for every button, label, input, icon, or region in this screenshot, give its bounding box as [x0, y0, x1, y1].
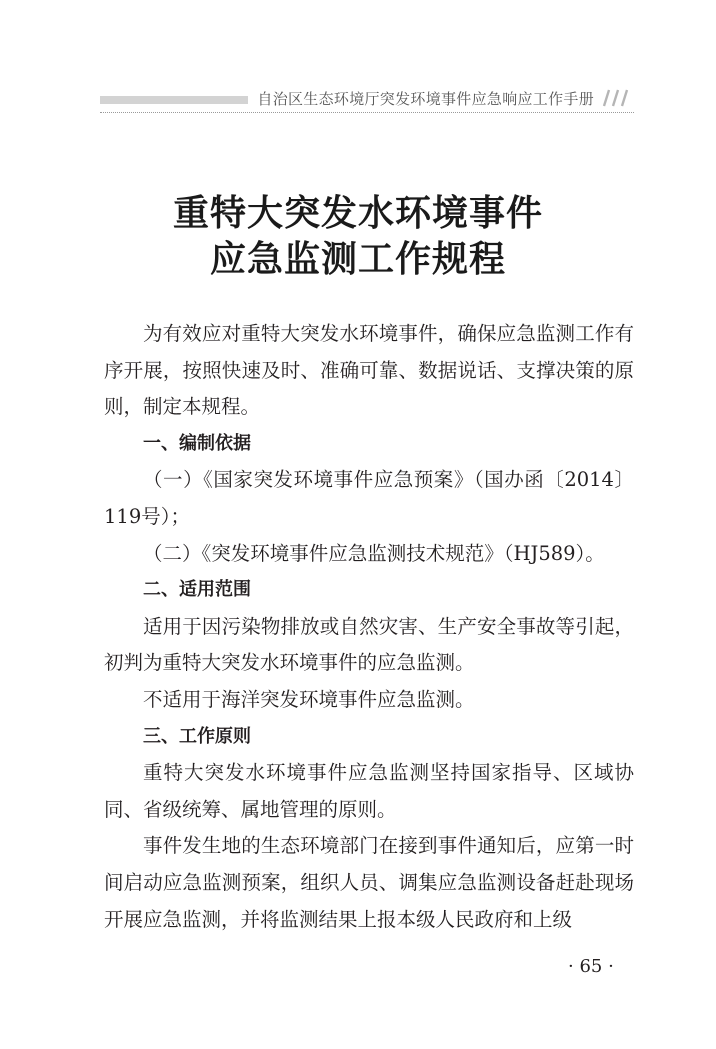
- section-heading-1: 一、编制依据: [143, 432, 251, 454]
- paragraph-principle-1: 重特大突发水环境事件应急监测坚持国家指导、区域协同、省级统筹、属地管理的原则。: [104, 761, 634, 821]
- running-header: [100, 86, 634, 114]
- header-slash-decor-icon: [598, 88, 630, 108]
- document-title-line-1: 重特大突发水环境事件: [172, 192, 543, 234]
- header-decor-bar: [100, 96, 248, 104]
- paragraph-basis-1: （一）《国家突发环境事件应急预案》（国办函〔2014〕119号）；: [104, 468, 634, 528]
- paragraph-scope-1: 适用于因污染物排放或自然灾害、生产安全事故等引起，初判为重特大突发水环境事件的应急监测。: [104, 614, 634, 675]
- paragraph-basis-2: （二）《突发环境事件应急监测技术规范》（HJ589）。: [143, 541, 605, 565]
- section-heading-2: 二、适用范围: [143, 579, 251, 601]
- document-title-line-2: 应急监测工作规程: [209, 238, 506, 280]
- header-rule: [100, 112, 634, 113]
- section-heading-3: 三、工作原则: [143, 725, 251, 747]
- header-title: 自治区生态环境厅突发环境事件应急响应工作手册: [257, 90, 594, 108]
- paragraph-principle-2: 事件发生地的生态环境部门在接到事件通知后，应第一时间启动应急监测预案，组织人员、调集应急监测设备赶赴现场开展应急监测，并将监测结果上报本级人民政府和上级: [104, 834, 634, 931]
- page-number: · 65 ·: [568, 956, 614, 977]
- body-text: [104, 316, 634, 938]
- paragraph-intro: 为有效应对重特大突发水环境事件，确保应急监测工作有序开展，按照快速及时、准确可靠、数据说话、支撑决策的原则，制定本规程。: [104, 322, 634, 419]
- paragraph-scope-2: 不适用于海洋突发环境事件应急监测。: [143, 687, 475, 711]
